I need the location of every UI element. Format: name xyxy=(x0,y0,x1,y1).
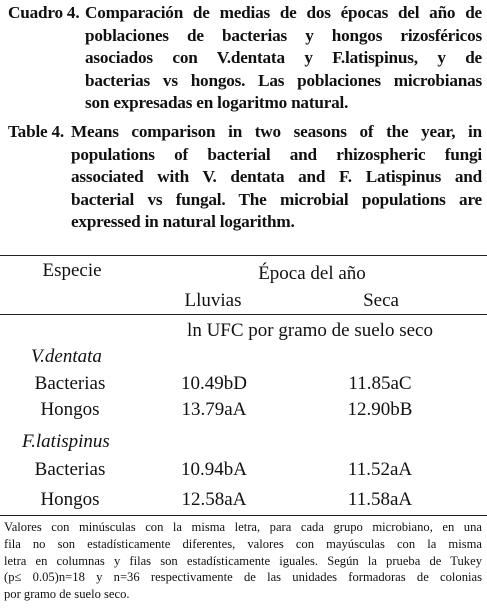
header-seca: Seca xyxy=(363,290,399,311)
caption-spanish-line: poblaciones de bacterias y hongos rizosféricos xyxy=(85,25,482,45)
row-label: Bacterias xyxy=(34,459,106,480)
caption-spanish-label: Cuadro 4. xyxy=(8,3,80,22)
footnote-line: fila no son estadísticamente diferentes, valores con mayúsculas con la misma xyxy=(4,536,482,551)
caption-spanish-line: son expresadas en logaritmo natural. xyxy=(85,93,349,113)
row-label: Hongos xyxy=(40,489,100,510)
header-lluvias: Lluvias xyxy=(184,290,242,311)
footnote-line: letra en columnas y filas son estadísticamente iguales. Según la prueba de Tukey xyxy=(4,553,482,568)
caption-english-line: Means comparison in two seasons of the year, in xyxy=(71,122,482,141)
cell-seca: 11.85aC xyxy=(348,373,412,394)
table-bottom-rule xyxy=(0,515,487,516)
cell-lluvias: 10.49bD xyxy=(181,373,247,394)
caption-english xyxy=(8,121,482,234)
row-label: Bacterias xyxy=(34,373,106,394)
caption-spanish-line: Comparación de medias de dos épocas del año de xyxy=(85,3,482,22)
footnote-line: Valores con minúsculas con la misma letra, para cada grupo microbiano, en una xyxy=(4,520,482,534)
row-label: Hongos xyxy=(40,399,100,420)
header-rule xyxy=(0,314,487,315)
cell-seca: 11.58aA xyxy=(347,489,413,510)
caption-english-line: bacterial vs fungal. The microbial populations are xyxy=(71,189,482,209)
caption-english-line: populations of bacterial and rhizospheric fungi xyxy=(71,144,482,164)
species-v-dentata: V.dentata xyxy=(31,346,102,367)
caption-spanish-line: asociados con V.dentata y F.latispinus, y de xyxy=(85,48,482,68)
cell-lluvias: 12.58aA xyxy=(181,489,247,510)
cell-seca: 11.52aA xyxy=(347,459,413,480)
caption-spanish-line: bacterias vs hongos. Las poblaciones microbianas xyxy=(85,70,482,90)
table-footnote xyxy=(4,519,482,603)
caption-english-line: expressed in natural logarithm. xyxy=(71,212,295,232)
species-f-latispinus: F.latispinus xyxy=(22,431,110,452)
header-epoca: Época del año xyxy=(258,263,366,284)
units-label: ln UFC por gramo de suelo seco xyxy=(187,320,433,341)
caption-english-label: Table 4. xyxy=(8,122,65,141)
footnote-line: por gramo de suelo seco. xyxy=(4,587,130,602)
footnote-line: (p≤ 0.05)n=18 y n=36 respectivamente de las unidades formadoras de colonias xyxy=(4,570,482,585)
table-top-rule xyxy=(0,255,487,256)
header-especie: Especie xyxy=(42,260,102,281)
caption-english-line: associated with V. dentata and F. Latispinus and xyxy=(71,167,482,187)
cell-lluvias: 13.79aA xyxy=(181,399,247,420)
cell-seca: 12.90bB xyxy=(347,399,413,420)
cell-lluvias: 10.94bA xyxy=(181,459,247,480)
caption-spanish xyxy=(8,2,482,115)
